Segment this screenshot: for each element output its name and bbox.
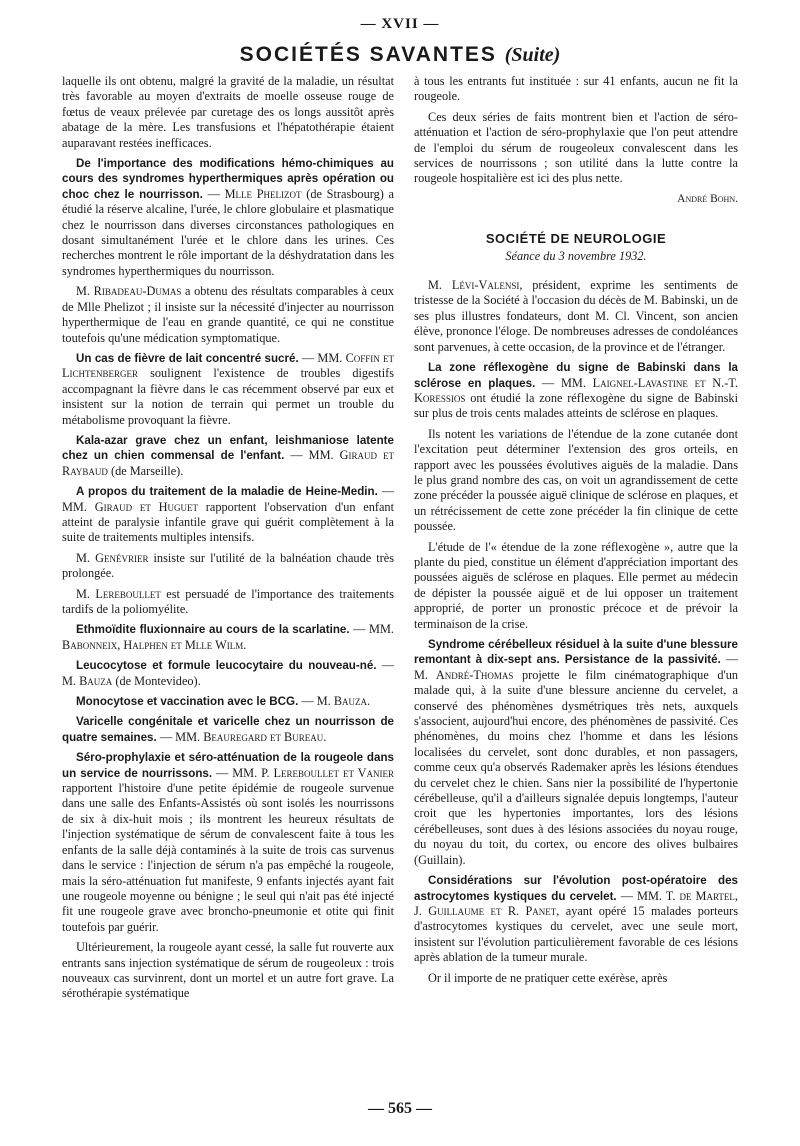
body-text: a obtenu des résultats comparables à ceux de Mlle Phelizot ; il insiste sur la nécessité d'injecter au nourrisson hyperthermique de l'eau en grande quantité, ce qui ne constitue toutefois qu'une médication symptomatique. — [62, 284, 394, 345]
page-title — [0, 43, 800, 67]
author: M. Lévi-Valensi — [428, 278, 520, 293]
article-title: Kala-azar grave chez un enfant, leishmaniose latente chez un chien commensal de l'enfant. — [62, 433, 394, 463]
page-number: — 565 — — [368, 1100, 432, 1117]
section-title: SOCIÉTÉ DE NEUROLOGIE — [485, 231, 667, 247]
paragraph — [62, 156, 394, 279]
article-title: La zone réflexogène du signe de Babinski dans la sclérose en plaques. — [414, 361, 738, 390]
body-text: soulignent l'existence de troubles digestifs accompagnant la fièvre dans le cas récemment observé par eux et insistent sur la notion de terrain qui permet un trouble du métabolisme provoquant la fièvre. — [62, 366, 394, 427]
author: — MM. Giraud et Huguet — [62, 484, 394, 514]
paragraph: Ultérieurement, la rougeole ayant cessé, la salle fut rouverte aux entrants sans injection systématique de sérum de rougeoleux : trois nouveaux cas survinrent, dont un mortel et un autre fort grave. La sérothérapie systématique — [62, 940, 394, 1001]
body-text: rapportent l'histoire d'une petite épidémie de rougeole survenue dans une salle des Enfants-Assistés où sont isolés les nourrissons de six à dix-huit mois ; ils montrent les heureux résultats de l'injection systématique de sérum de convalescent faite à tous les enfants de la salle déjà contaminés à la suite de trois cas survenus dans le service : l'injection de sérum n'a pas empêché la rougeole, mais la séro-atténuation fut manifeste, 9 enfants injectés ayant fait une rougeole moyenne ou bénigne ; le seul qui n'ait pas été injecté fit une rougeole grave avec broncho-pneumonie et otite qui finit toutefois par guérir. — [62, 781, 394, 934]
author: — MM. T. de Martel, J. Guillaume et R. Panet — [414, 888, 738, 918]
author: M. Genévrier — [76, 550, 149, 565]
paragraph — [414, 278, 738, 355]
article-title: Leucocytose et formule leucocytaire du nouveau-né. — [76, 659, 377, 673]
paragraph — [62, 484, 394, 546]
paragraph — [62, 551, 394, 582]
signature: André Bohn. — [677, 192, 738, 205]
body-text: est persuadé de l'importance des traitements tardifs de la poliomyélite. — [62, 586, 394, 616]
paragraph — [62, 658, 394, 689]
author: — MM. P. Lereboullet et Vanier — [216, 765, 394, 780]
body-text: (de Montevideo). — [115, 673, 201, 688]
author: — MM. Coffin et Lichtenberger — [62, 350, 394, 381]
article-title: Considérations sur l'évolution post-opératoire des astrocytomes kystiques du cervelet. — [414, 874, 738, 903]
author: — MM. Babonneix, Halphen et Mlle Wilm. — [62, 622, 394, 652]
article-title: Un cas de fièvre de lait concentré sucré. — [76, 351, 299, 365]
author: — MM. Laignel-Lavastine et N.-T. Koressios — [414, 375, 738, 405]
paragraph — [62, 622, 394, 653]
body-text: insiste sur l'utilité de la balnéation chaude très prolongée. — [62, 550, 394, 581]
paragraph — [62, 714, 394, 745]
paragraph — [414, 637, 738, 868]
body-text: (de Strasbourg) a étudié la réserve alcaline, l'urée, le chlore globulaire et plasmatique chez le nourrisson dans diverses circonstances pathologiques en dosant simultanément l'urée et le chlore dans les urines. Ces recherches montrent le rôle important de la déshydratation dans les syndromes hyperthermiques du nourrisson. — [62, 186, 394, 278]
paragraph: Or il importe de ne pratiquer cette exérèse, après — [428, 970, 668, 985]
article-title: Syndrome cérébelleux résiduel à la suite d'une blessure remontant à dix-sept ans. Persistance de la passivité. — [414, 638, 738, 667]
article-title: De l'importance des modifications hémo-chimiques au cours des syndromes hyperthermiques après opération ou choc chez le nourrisson. — [62, 157, 394, 201]
page-roman-number: — XVII — — [360, 16, 440, 32]
paragraph: laquelle ils ont obtenu, malgré la gravité de la maladie, un résultat très favorable au moyen d'extraits de moelle osseuse rouge de fœtus de veaux prélevée par curetage des os longs aussitôt après abatage de la mère. Les transfusions et l'hépatothérapie étaient auparavant restées inefficaces. — [62, 74, 394, 150]
section-date: Séance du 3 novembre 1932. — [505, 248, 647, 263]
author: — Mlle Phelizot — [207, 186, 302, 201]
paragraph: Ces deux séries de faits montrent bien et l'action de séro-atténuation et l'action de séro-prophylaxie que l'on peut attendre de l'emploi du sérum de rougeoleux convalescent dans les services de nourrissons ; son utilité dans la lutte contre la rougeole hospitalière est ici des plus nette. — [414, 109, 738, 186]
paragraph — [62, 284, 394, 346]
paragraph — [414, 360, 738, 422]
article-title: Varicelle congénitale et varicelle chez un nourrisson de quatre semaines. — [62, 715, 394, 744]
author: — M. André-Thomas — [414, 652, 738, 682]
paragraph — [62, 587, 394, 618]
body-text: ont étudié la zone réflexogène du signe de Babinski sur plus de trois cents malades atteints de sclérose en plaques. — [414, 390, 738, 421]
body-text: (de Marseille). — [110, 463, 184, 478]
body-text: , ayant opéré 15 malades porteurs d'astrocytomes kystiques du cervelet, avec une seule mort, insistent sur l'évolution particulièrement favorable de ces lésions après ablation de la tumeur murale. — [414, 903, 738, 965]
body-text: rapportent l'observation d'un enfant atteint de paralysie infantile grave qui guérit complètement à la suite de traitements multiples intensifs. — [62, 499, 394, 545]
article-title: A propos du traitement de la maladie de Heine-Medin. — [76, 485, 378, 499]
paragraph: Ils notent les variations de l'étendue de la zone cutanée dont l'excitation peut déterminer l'extension des gros orteils, en rapport avec les poussées évolutives aiguës de la maladie. Dans le plus grand nombre des cas, on voit un agrandissement de cette zone précéder la poussée aiguë clinique de sclérose en plaques, et un rétrécissement de cette zone précéder la fin clinique de cette poussée. — [414, 426, 738, 534]
author: M. Ribadeau-Dumas — [76, 284, 182, 299]
author: — MM. Giraud et Raybaud — [62, 448, 394, 478]
left-column — [62, 74, 394, 1094]
paragraph — [62, 351, 394, 428]
author: — MM. Beauregard et Bureau. — [159, 729, 327, 744]
page-title-text: SOCIÉTÉS SAVANTES — [239, 43, 497, 66]
paragraph — [62, 433, 394, 479]
article-title: Ethmoïdite fluxionnaire au cours de la scarlatine. — [76, 623, 350, 637]
author: — M. Bauza. — [301, 694, 371, 709]
article-title: Séro-prophylaxie et séro-atténuation de la rougeole dans un service de nourrissons. — [62, 751, 394, 780]
author: M. Lereboullet — [76, 586, 161, 601]
paragraph — [62, 750, 394, 935]
paragraph: L'étude de l'« étendue de la zone réflexogène », autre que la plante du pied, constitue un élément d'appréciation important des poussées aiguës de sclérose en plaques. Elle permet au médecin de dépister la poussée aiguë et de lui opposer un traitement approprié, de porter un pronostic précoce et de prévoir la terminaison de la crise. — [414, 539, 738, 631]
body-text: , président, exprime les sentiments de tristesse de la Société à l'occasion du décès de M. Babinski, un de ses plus illustres fondateurs, dont M. Cl. Vincent, son ancien élève, prononce l'éloge. De nombreuses adresses de condoléances sont parvenues, à cette occasion, de la province et de l'étranger. — [414, 278, 738, 354]
article-title: Monocytose et vaccination avec le BCG. — [76, 695, 299, 709]
paragraph: à tous les entrants fut instituée : sur 41 enfants, aucun ne fit la rougeole. — [414, 74, 738, 104]
right-column — [414, 74, 738, 1094]
paragraph — [62, 694, 394, 709]
author: — M. Bauza — [62, 658, 394, 688]
body-text: projette le film cinématographique d'un malade qui, à la suite d'une blessure ancienne du cervelet, a conservé des phénomènes dysmétriques très nets, auxquels s'associent, aujourd'hui encore, des phénomènes de passivité. Ces phénomènes, du moins chez l'homme et dans les lésions localisées du cervelet, sont donc durables, et non passagers, comme ceux qu'a observés Rademaker après les lésions étendues du cervelet chez le chien. Sans nier la possibilité de l'hypertonie cérébelleuse, qu'il a d'ailleurs signalée depuis longtemps, l'auteur croit que les hypertonies importantes, lors des lésions cérébelleuses, sont dues à des lésions associées du noyau rouge, du noyau du toit, du cortex, ou encore des olives bulbaires (Guillain). — [414, 667, 738, 867]
paragraph — [414, 873, 738, 965]
page-title-suite: (Suite) — [504, 44, 561, 66]
